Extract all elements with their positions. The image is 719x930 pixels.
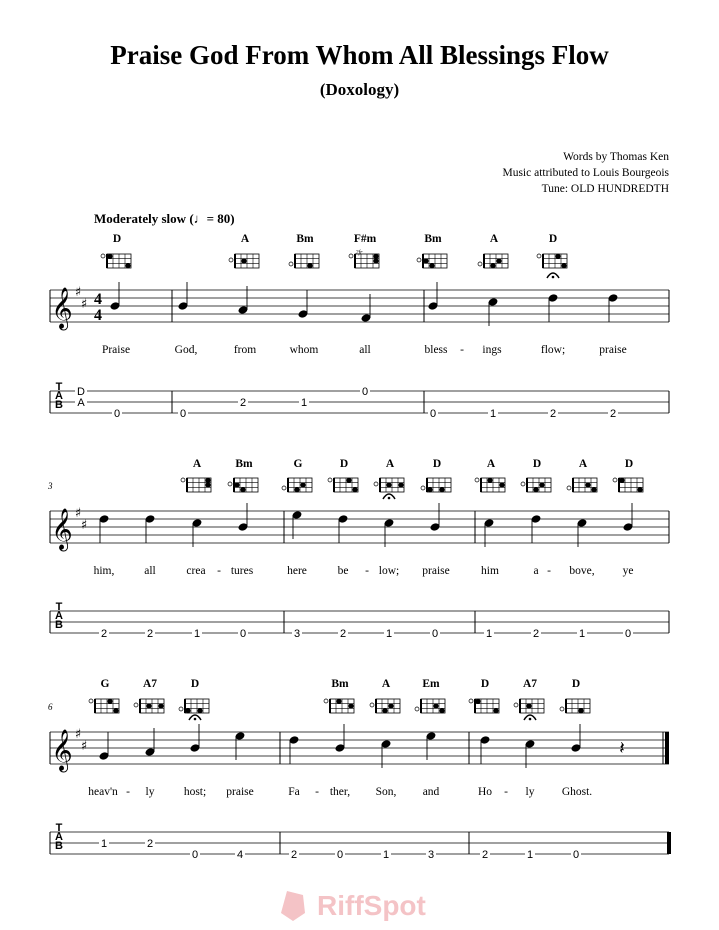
finger-dot: [336, 699, 341, 704]
chord-name: Bm: [235, 458, 253, 470]
tab-fret-number: 3: [427, 849, 435, 861]
chord-name: G: [100, 678, 110, 690]
tempo-text: Moderately slow: [94, 211, 187, 226]
chord-diagram-D: [560, 699, 590, 713]
open-string-marker: [613, 478, 617, 482]
riffspot-logo: [275, 885, 445, 925]
finger-dot: [240, 487, 245, 492]
lyric-syllable: all: [144, 565, 156, 577]
tab-fret-number: 0: [336, 849, 344, 861]
finger-dot: [433, 703, 438, 708]
chord-diagram-A: [374, 478, 404, 492]
chord-diagram-D: [469, 699, 499, 714]
chord-name: D: [112, 233, 122, 245]
chord-name: Bm: [296, 233, 314, 245]
finger-dot: [526, 703, 531, 708]
finger-dot: [125, 263, 130, 268]
open-string-marker: [469, 699, 473, 703]
credits-words: Words by Thomas Ken: [563, 151, 669, 163]
tab-clef-letter: A: [55, 831, 63, 843]
finger-dot: [533, 487, 538, 492]
finger-dot: [373, 254, 378, 259]
time-signature-bottom: 4: [94, 307, 102, 324]
lyric-syllable: here: [287, 565, 307, 577]
time-signature-top: 4: [94, 291, 102, 308]
chord-name: D: [548, 233, 558, 245]
tab-string-name: A: [77, 397, 85, 409]
finger-dot: [158, 703, 163, 708]
tab-fret-number: 0: [624, 628, 632, 640]
chord-diagram-A: [478, 254, 508, 268]
open-string-marker: [89, 699, 93, 703]
lyric-syllable: -: [315, 786, 319, 798]
tab-fret-number: 1: [526, 849, 534, 861]
open-string-marker: [134, 703, 138, 707]
lyric-syllable: him: [481, 565, 499, 577]
chord-diagram-D: [613, 478, 643, 493]
tab-fret-number: 1: [193, 628, 201, 640]
chord-name: A: [578, 458, 588, 470]
lyric-syllable: Ho: [477, 786, 493, 798]
chord-diagram-Bm: [324, 699, 354, 713]
open-string-marker: [324, 699, 328, 703]
chord-diagram-D: [421, 478, 451, 492]
tab-clef-letter: T: [55, 822, 63, 834]
finger-dot: [496, 258, 501, 263]
finger-dot: [352, 487, 357, 492]
chord-diagram-D: [101, 254, 131, 269]
fermata-dot: [529, 718, 532, 721]
open-string-marker: [229, 258, 233, 262]
open-string-marker: [349, 254, 353, 258]
tab-fret-number: 1: [578, 628, 586, 640]
open-string-marker: [537, 254, 541, 258]
finger-dot: [490, 263, 495, 268]
finger-dot: [300, 482, 305, 487]
open-string-marker: [282, 486, 286, 490]
open-string-marker: [514, 703, 518, 707]
chord-name: A7: [522, 678, 538, 690]
tab-fret-number: 0: [191, 849, 199, 861]
chord-diagram-D: [179, 699, 209, 713]
open-string-marker: [370, 703, 374, 707]
chord-diagram-A: [370, 699, 400, 713]
chord-name: A: [381, 678, 391, 690]
logo-icon: [281, 891, 305, 921]
chord-diagram-A7: [514, 699, 544, 713]
chord-name: A: [240, 233, 250, 245]
open-string-marker: [228, 482, 232, 486]
tab-fret-number: 0: [429, 408, 437, 420]
lyric-syllable: him,: [93, 565, 115, 577]
tab-clef-letter: T: [55, 601, 63, 613]
lyric-syllable: Fa: [288, 786, 300, 798]
lyric-syllable: praise: [599, 344, 627, 356]
finger-dot: [619, 478, 624, 483]
chord-diagram-Bm: [228, 478, 258, 492]
tab-fret-number: 0: [113, 408, 121, 420]
chord-name: Bm: [424, 233, 442, 245]
finger-dot: [475, 699, 480, 704]
tab-fret-number: 1: [100, 838, 108, 850]
lyric-syllable: -: [126, 786, 130, 798]
chord-diagram-Bm: [417, 254, 447, 268]
tab-fret-number: 2: [339, 628, 347, 640]
tab-fret-number: 1: [485, 628, 493, 640]
chord-name: F#m: [353, 233, 377, 245]
finger-dot: [185, 708, 190, 713]
chord-name: G: [293, 458, 303, 470]
open-string-marker: [521, 482, 525, 486]
finger-dot: [348, 703, 353, 708]
lyric-syllable: whom: [289, 344, 319, 356]
finger-dot: [113, 708, 118, 713]
measure-number: 3: [48, 481, 53, 491]
open-string-marker: [567, 486, 571, 490]
lyric-syllable: ly: [525, 786, 535, 798]
open-string-marker: [328, 478, 332, 482]
finger-dot: [107, 254, 112, 259]
lyric-syllable: a: [533, 565, 539, 577]
song-title: Praise God From Whom All Blessings Flow: [110, 40, 609, 70]
tab-fret-number: 3: [293, 628, 301, 640]
lyric-syllable: bless: [424, 344, 448, 356]
chord-diagram-Bm: [289, 254, 319, 268]
chord-name: A: [385, 458, 395, 470]
chord-name: D: [480, 678, 490, 690]
lyric-syllable: ly: [145, 786, 155, 798]
open-string-marker: [478, 262, 482, 266]
open-string-marker: [421, 486, 425, 490]
chord-name: D: [339, 458, 349, 470]
open-string-marker: [289, 262, 293, 266]
fret-label: 2fr: [355, 250, 363, 256]
chord-diagram-G: [89, 699, 119, 714]
finger-dot: [429, 263, 434, 268]
lyric-syllable: Ghost.: [561, 786, 593, 798]
tab-fret-number: 2: [290, 849, 298, 861]
finger-dot: [386, 482, 391, 487]
lyric-syllable: -: [217, 565, 221, 577]
fermata-dot: [194, 718, 197, 721]
lyric-syllable: ye: [622, 565, 634, 577]
tab-clef-letter: B: [55, 399, 63, 411]
tab-fret-number: 4: [236, 849, 244, 861]
sharp-c-icon: ♯: [80, 297, 88, 312]
tab-fret-number: 0: [431, 628, 439, 640]
chord-name: D: [532, 458, 542, 470]
tab-clef-letter: T: [55, 381, 63, 393]
chord-name: A: [192, 458, 202, 470]
lyric-syllable: -: [365, 565, 369, 577]
lyric-syllable: bove,: [569, 565, 595, 577]
tab-fret-number: 2: [146, 838, 154, 850]
sharp-f-icon: ♯: [74, 727, 82, 742]
finger-dot: [307, 263, 312, 268]
finger-dot: [294, 487, 299, 492]
lyric-syllable: praise: [226, 786, 254, 798]
sharp-f-icon: ♯: [74, 285, 82, 300]
tab-fret-number: 2: [100, 628, 108, 640]
lyric-syllable: crea: [186, 565, 206, 577]
credits-music: Music attributed to Louis Bourgeois: [502, 167, 669, 179]
finger-dot: [346, 478, 351, 483]
finger-dot: [539, 482, 544, 487]
tab-fret-number: 0: [572, 849, 580, 861]
chord-name: D: [571, 678, 581, 690]
tab-fret-number: 1: [300, 397, 308, 409]
lyric-syllable: praise: [422, 565, 450, 577]
finger-dot: [241, 258, 246, 263]
tab-string-name: D: [77, 386, 85, 398]
finger-dot: [637, 487, 642, 492]
finger-dot: [388, 703, 393, 708]
chord-name: A: [486, 458, 496, 470]
treble-clef-icon: 𝄞: [51, 288, 73, 329]
open-string-marker: [560, 707, 564, 711]
open-string-marker: [475, 478, 479, 482]
fermata-dot: [552, 276, 555, 279]
open-string-marker: [417, 258, 421, 262]
measure-number: 6: [48, 702, 53, 712]
open-string-marker: [181, 478, 185, 482]
lyric-syllable: be: [337, 565, 349, 577]
open-string-marker: [101, 254, 105, 258]
lyric-syllable: -: [504, 786, 508, 798]
sharp-c-icon: ♯: [80, 739, 88, 754]
song-subtitle: (Doxology): [319, 80, 400, 99]
lyric-syllable: from: [233, 344, 257, 356]
lyric-syllable: ther,: [329, 786, 351, 798]
chord-name: Em: [422, 678, 440, 690]
fermata-dot: [388, 497, 391, 500]
finger-dot: [555, 254, 560, 259]
open-string-marker: [415, 707, 419, 711]
chord-name: D: [624, 458, 634, 470]
tab-fret-number: 2: [549, 408, 557, 420]
finger-dot: [439, 708, 444, 713]
chord-diagram-Fsharpm: [349, 254, 379, 268]
logo-text: RiffSpot: [317, 890, 426, 921]
finger-dot: [487, 478, 492, 483]
finger-dot: [205, 478, 210, 483]
finger-dot: [382, 708, 387, 713]
chord-name: D: [432, 458, 442, 470]
sharp-f-icon: ♯: [74, 506, 82, 521]
finger-dot: [398, 482, 403, 487]
chord-diagram-Em: [415, 699, 445, 713]
quarter-rest-icon: 𝄽: [619, 738, 625, 759]
tab-clef-letter: B: [55, 840, 63, 852]
credits-tune: Tune: OLD HUNDREDTH: [541, 183, 669, 195]
tab-fret-number: 2: [481, 849, 489, 861]
tab-fret-number: 0: [239, 628, 247, 640]
lyric-syllable: low;: [378, 565, 400, 577]
tab-fret-number: 1: [385, 628, 393, 640]
chord-diagram-A: [229, 254, 259, 268]
treble-clef-icon: 𝄞: [51, 730, 73, 771]
lyric-syllable: -: [460, 344, 464, 356]
chord-diagram-A7: [134, 699, 164, 713]
finger-dot: [146, 703, 151, 708]
finger-dot: [205, 482, 210, 487]
tab-fret-number: 2: [532, 628, 540, 640]
finger-dot: [561, 263, 566, 268]
chord-diagram-D: [328, 478, 358, 493]
chord-diagram-G: [282, 478, 312, 492]
open-string-marker: [179, 707, 183, 711]
lyric-syllable: -: [547, 565, 551, 577]
tab-clef-letter: A: [55, 610, 63, 622]
chord-diagram-A: [181, 478, 211, 492]
lyric-syllable: and: [422, 786, 440, 798]
finger-dot: [493, 708, 498, 713]
chord-diagram-A: [475, 478, 505, 492]
tab-clef-letter: A: [55, 390, 63, 402]
lyric-syllable: flow;: [540, 344, 566, 356]
tab-fret-number: 1: [382, 849, 390, 861]
lyric-syllable: heav'n: [88, 786, 118, 798]
finger-dot: [373, 258, 378, 263]
lyric-syllable: all: [359, 344, 371, 356]
lyric-syllable: ings: [482, 344, 502, 356]
finger-dot: [197, 708, 202, 713]
lyric-syllable: God,: [174, 344, 198, 356]
tab-fret-number: 0: [361, 386, 369, 398]
finger-dot: [591, 487, 596, 492]
lyric-syllable: host;: [183, 786, 207, 798]
tempo-mark: (♩= 80): [189, 211, 235, 226]
chord-diagram-D: [537, 254, 567, 269]
finger-dot: [427, 487, 432, 492]
finger-dot: [578, 708, 583, 713]
lyric-syllable: Praise: [101, 344, 131, 356]
chord-diagram-A: [567, 478, 597, 492]
sharp-c-icon: ♯: [80, 518, 88, 533]
tab-fret-number: 2: [239, 397, 247, 409]
chord-name: A7: [142, 678, 158, 690]
chord-name: A: [489, 233, 499, 245]
treble-clef-icon: 𝄞: [51, 509, 73, 550]
finger-dot: [423, 258, 428, 263]
finger-dot: [234, 482, 239, 487]
tab-fret-number: 2: [146, 628, 154, 640]
open-string-marker: [374, 482, 378, 486]
chord-name: Bm: [331, 678, 349, 690]
finger-dot: [499, 482, 504, 487]
lyric-syllable: Son,: [375, 786, 397, 798]
tab-fret-number: 0: [179, 408, 187, 420]
tab-clef-letter: B: [55, 619, 63, 631]
chord-name: D: [190, 678, 200, 690]
finger-dot: [107, 699, 112, 704]
lyric-syllable: tures: [230, 565, 254, 577]
chord-diagram-D: [521, 478, 551, 492]
finger-dot: [585, 482, 590, 487]
tab-fret-number: 1: [489, 408, 497, 420]
tab-fret-number: 2: [609, 408, 617, 420]
finger-dot: [439, 487, 444, 492]
